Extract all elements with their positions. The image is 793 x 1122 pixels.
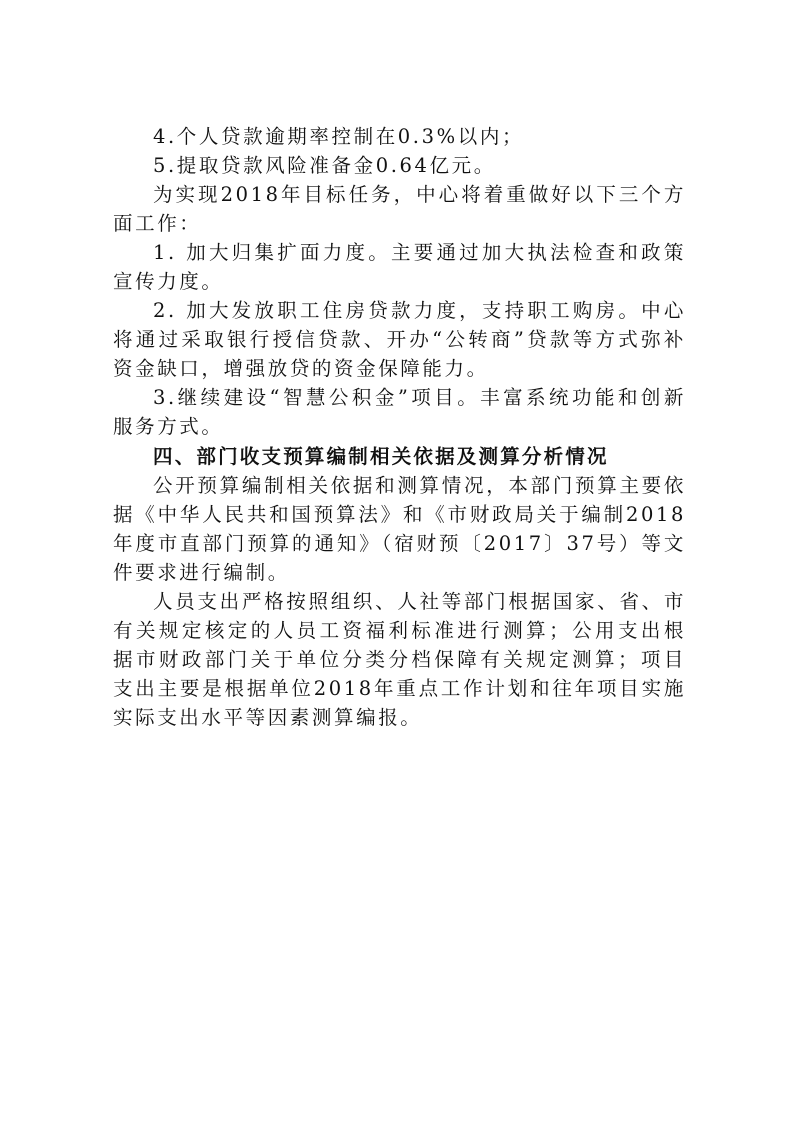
section-heading: 四、部门收支预算编制相关依据及测算分析情况 (153, 445, 609, 468)
paragraph-loan-overdue-rate: 4.个人贷款逾期率控制在0.3%以内； (153, 125, 525, 148)
paragraph-budget-calculation: 人员支出严格按照组织、人社等部门根据国家、省、市有关规定核定的人员工资福利标准进行测算；公用支出根据市财政部门关于单位分类分档保障有关规定测算；项目支出主要是根据单位2018年重点工作计划和往年项目实施实际支出水平等因素测算编报。 (113, 590, 686, 729)
paragraph-task-collection: 1. 加大归集扩面力度。主要通过加大执法检查和政策宣传力度。 (113, 241, 686, 293)
paragraph-loan-risk-reserve: 5.提取贷款风险准备金0.64亿元。 (153, 154, 496, 177)
paragraph-target-tasks-intro: 为实现2018年目标任务，中心将着重做好以下三个方面工作： (113, 183, 686, 235)
document-body (113, 122, 686, 732)
paragraph-task-housing-loans: 2. 加大发放职工住房贷款力度，支持职工购房。中心将通过采取银行授信贷款、开办“公转商”贷款等方式弥补资金缺口，增强放贷的资金保障能力。 (113, 299, 686, 380)
paragraph-task-smart-fund: 3.继续建设“智慧公积金”项目。丰富系统功能和创新服务方式。 (113, 386, 686, 438)
paragraph-budget-basis: 公开预算编制相关依据和测算情况，本部门预算主要依据《中华人民共和国预算法》和《市财政局关于编制2018年度市直部门预算的通知》（宿财预〔2017〕37号）等文件要求进行编制。 (113, 474, 686, 584)
